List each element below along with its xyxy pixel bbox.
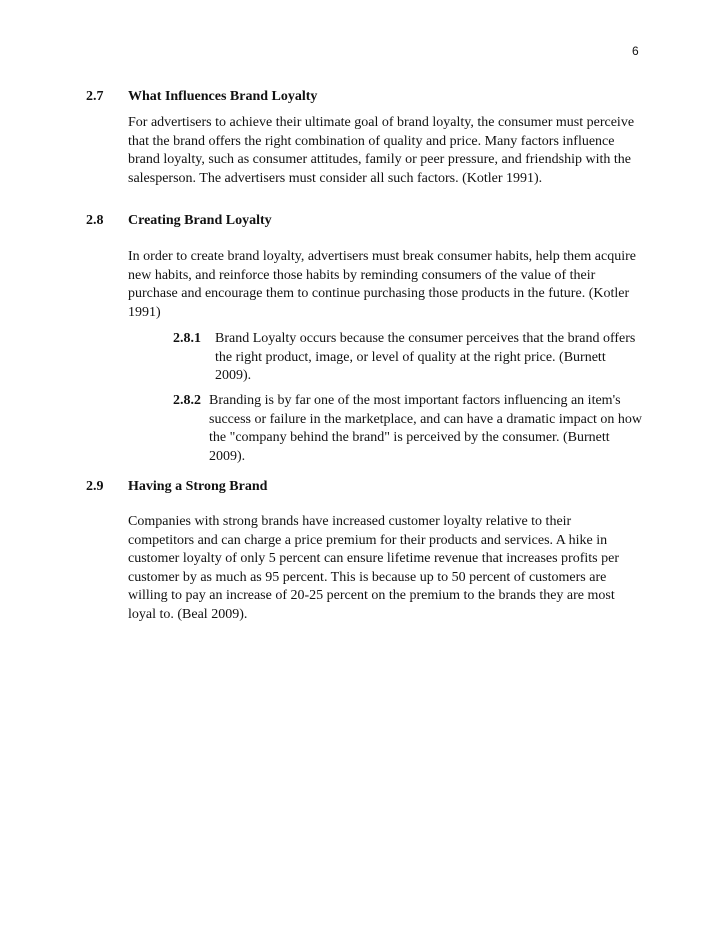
subsection-number: 2.8.2 [173, 393, 201, 408]
section-2-7 [86, 88, 646, 188]
section-2-8 [86, 212, 646, 322]
section-body: In order to create brand loyalty, advertisers must break consumer habits, help them acquire new habits, and reinforce those habits by reminding consumers of the value of their purchase and encourage them to continue purchasing those products in the future. (Kotler 1991) [128, 249, 636, 320]
section-number: 2.8 [86, 213, 104, 228]
subsection-2-8-1 [173, 330, 643, 386]
section-number: 2.9 [86, 479, 104, 494]
subsection-text: Branding is by far one of the most important factors influencing an item's success or failure in the marketplace, and can have a dramatic impact on how the "company behind the brand" is perceived by the consumer. (Burnett 2009). [209, 393, 643, 464]
section-heading [86, 212, 646, 230]
section-title: Having a Strong Brand [128, 479, 268, 494]
subsection-2-8-2 [173, 392, 643, 466]
subsection-text: Brand Loyalty occurs because the consumer perceives that the brand offers the right product, image, or level of quality at the right price. (Burnett 2009). [215, 331, 636, 383]
section-number: 2.7 [86, 89, 104, 104]
section-heading [86, 88, 646, 106]
section-body: For advertisers to achieve their ultimate goal of brand loyalty, the consumer must perceive that the brand offers the right combination of quality and price. Many factors influence brand loyalty, such as consumer attitudes, family or peer pressure, and friendship with the salesperson. The advertisers must consider all such factors. (Kotler 1991). [128, 115, 635, 186]
subsection-number: 2.8.1 [173, 331, 201, 346]
section-heading [86, 478, 646, 496]
section-title: Creating Brand Loyalty [128, 213, 272, 228]
section-body: Companies with strong brands have increased customer loyalty relative to their competitors and can charge a price premium for their products and services. A hike in customer loyalty of only 5 percent can ensure lifetime revenue that increases profits per customer by as much as 95 percent. This is because up to 50 percent of customers are willing to pay an increase of 20-25 percent on the premium to the brands they are most loyal to. (Beal 2009). [128, 514, 619, 622]
section-2-9 [86, 478, 646, 624]
section-title: What Influences Brand Loyalty [128, 89, 318, 104]
page-number: 6 [632, 44, 639, 58]
